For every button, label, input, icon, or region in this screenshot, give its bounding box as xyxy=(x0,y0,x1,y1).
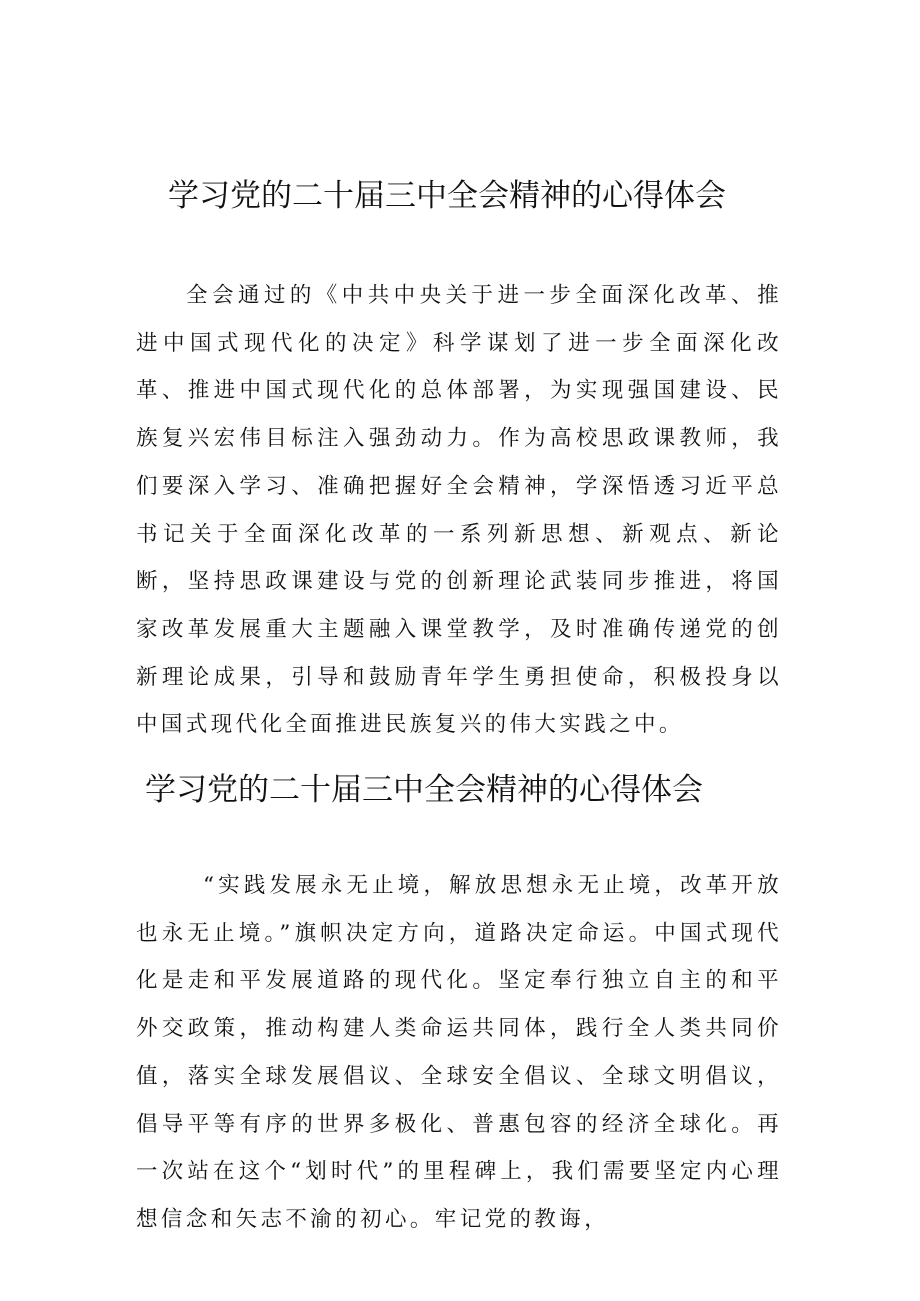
section-1-title: 学习党的二十届三中全会精神的心得体会 xyxy=(168,178,726,214)
section-1-paragraph: 全会通过的《中共中央关于进一步全面深化改革、推进中国式现代化的决定》科学谋划了进一步全面深化改革、推进中国式现代化的总体部署，为实现强国建设、民族复兴宏伟目标注入强劲动力。作为高校思政课教师，我们要深入学习、准确把握好全会精神，学深悟透习近平总书记关于全面深化改革的一系列新思想、新观点、新论断，坚持思政课建设与党的创新理论武装同步推进，将国家改革发展重大主题融入课堂教学，及时准确传递党的创新理论成果，引导和鼓励青年学生勇担使命，积极投身以中国式现代化全面推进民族复兴的伟大实践之中。 xyxy=(136,283,782,738)
section-2-title: 学习党的二十届三中全会精神的心得体会 xyxy=(145,772,703,808)
section-2-paragraph: “实践发展永无止境，解放思想永无止境，改革开放也永无止境。”旗帜决定方向，道路决定命运。中国式现代化是走和平发展道路的现代化。坚定奉行独立自主的和平外交政策，推动构建人类命运共同体，践行全人类共同价值，落实全球发展倡议、全球安全倡议、全球文明倡议，倡导平等有序的世界多极化、普惠包容的经济全球化。再一次站在这个“划时代”的里程碑上，我们需要坚定内心理想信念和矢志不渝的初心。牢记党的教诲， xyxy=(136,873,782,1232)
